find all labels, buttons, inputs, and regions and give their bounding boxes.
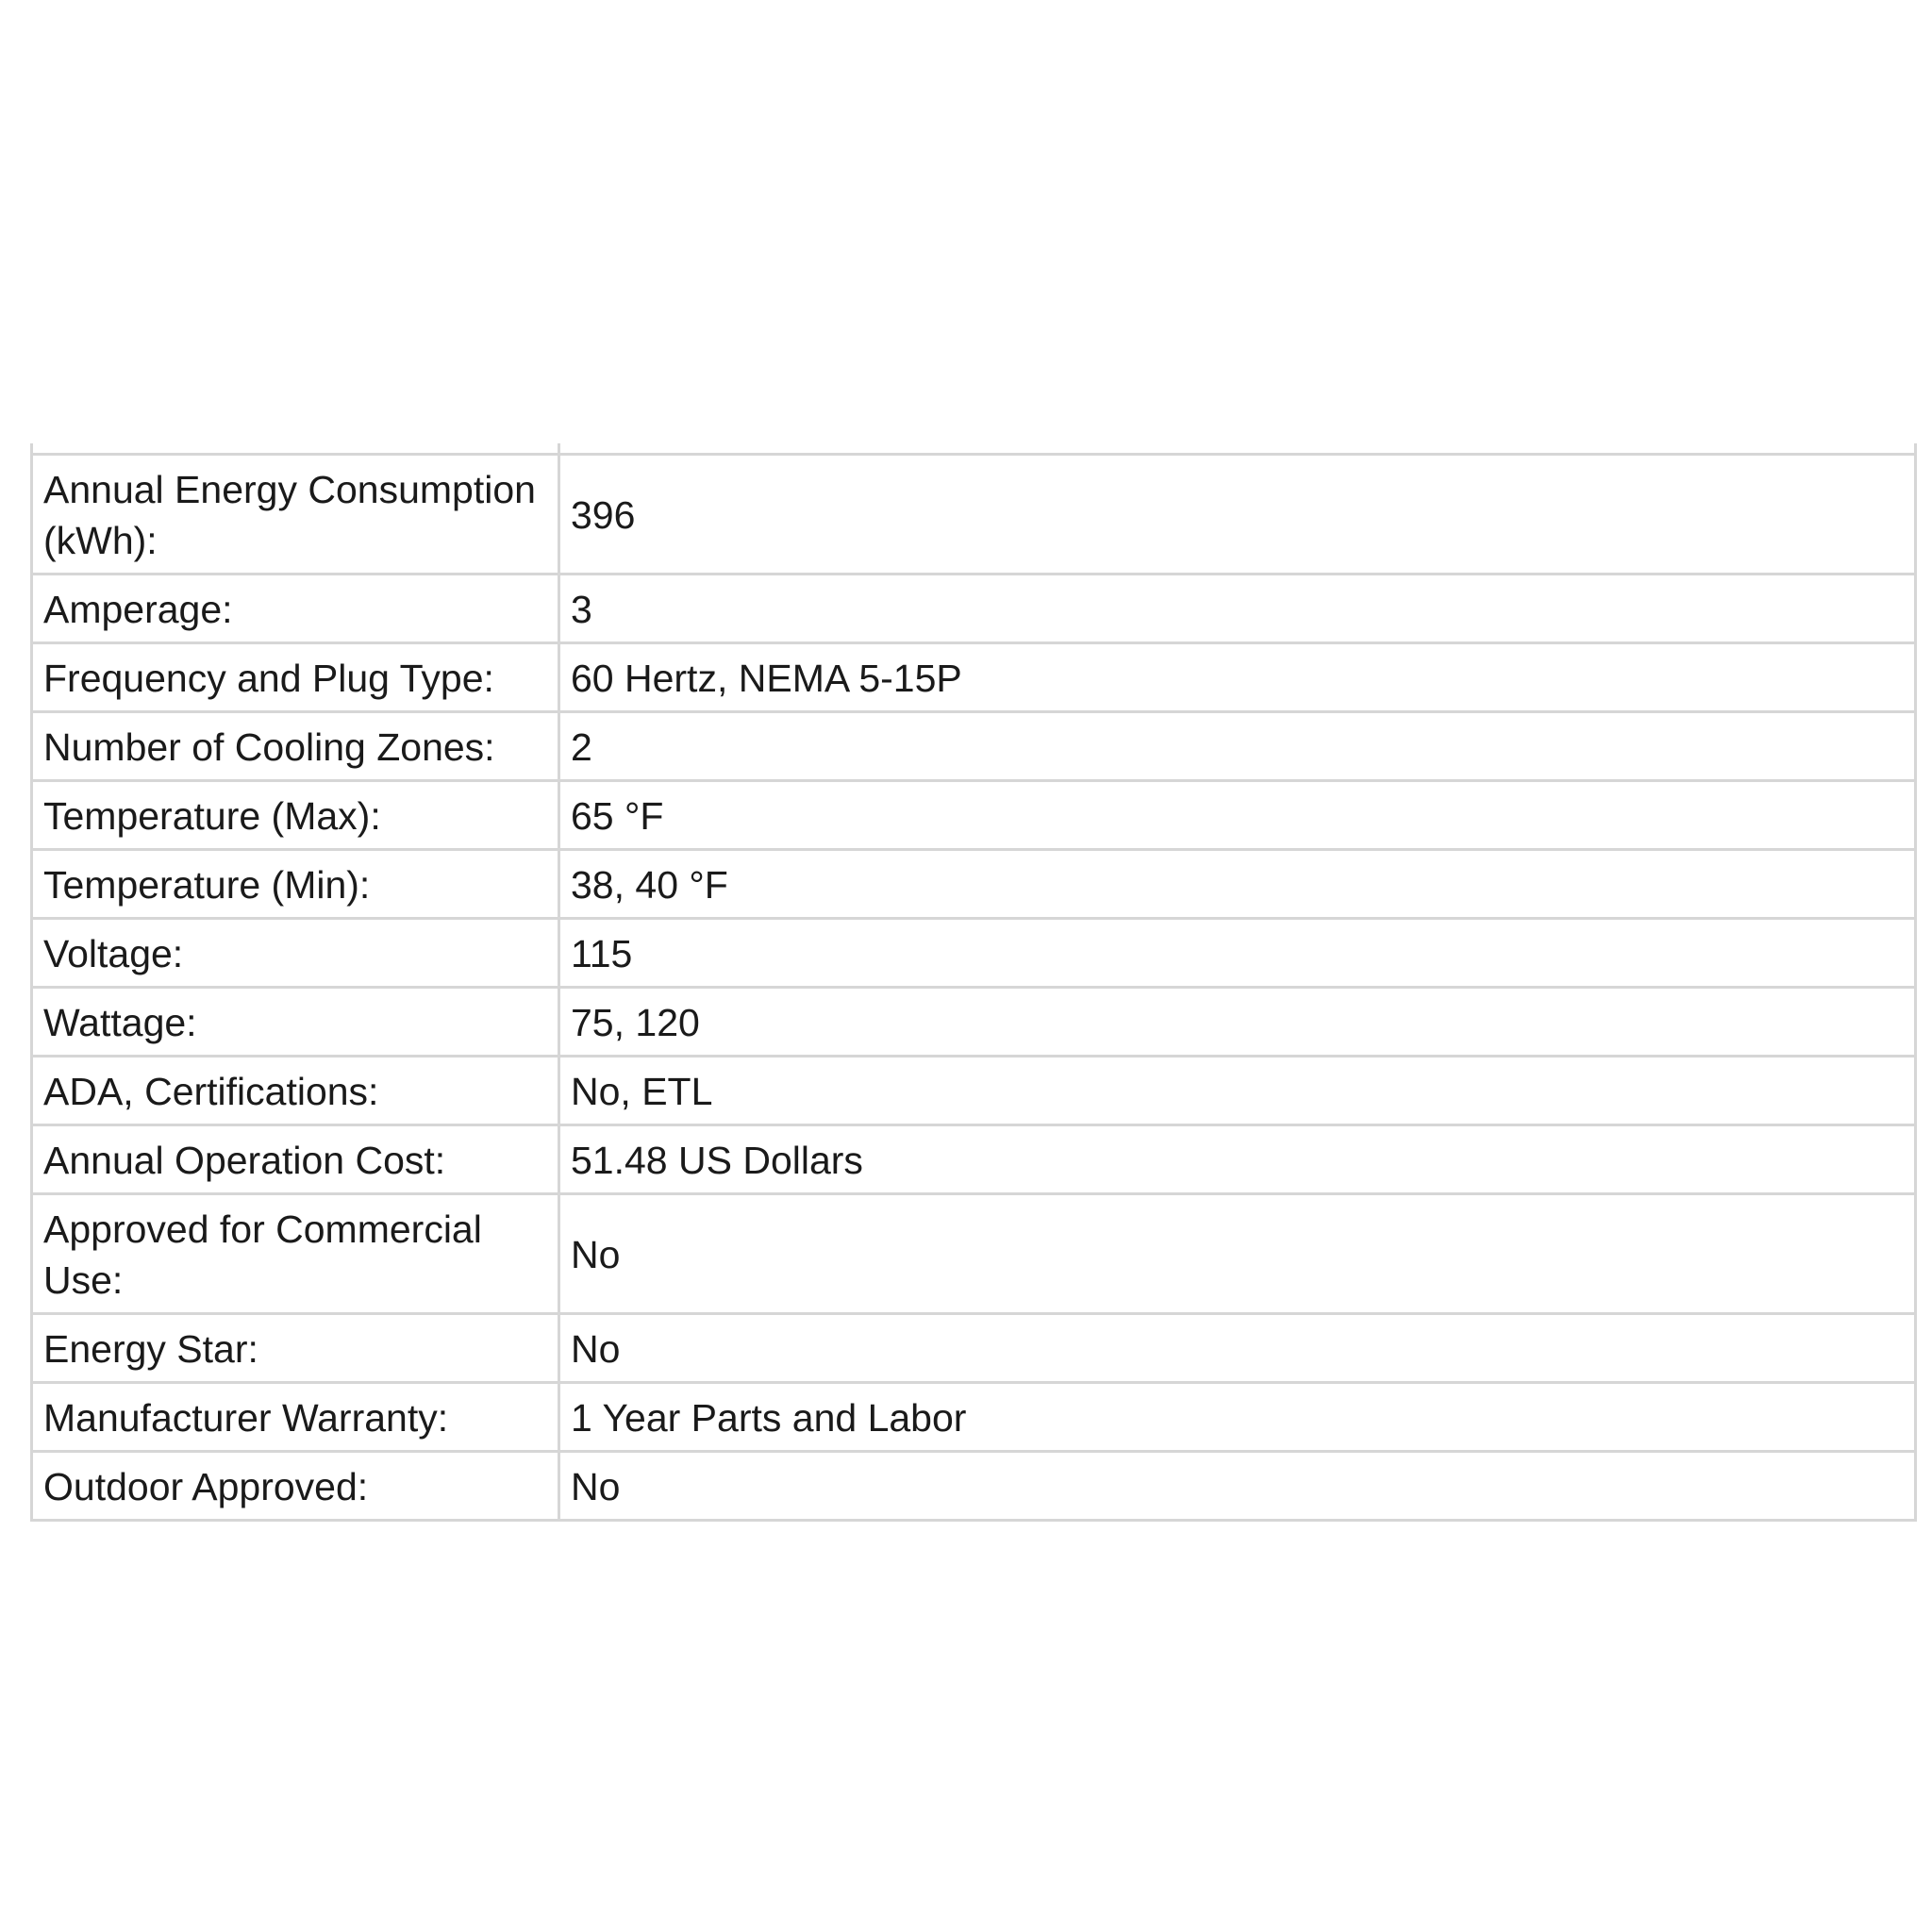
spec-label: Frequency and Plug Type: <box>32 643 559 712</box>
table-top-edge-left <box>30 443 558 453</box>
spec-label: Amperage: <box>32 575 559 643</box>
spec-label: Outdoor Approved: <box>32 1452 559 1521</box>
spec-row-voltage <box>32 919 1916 988</box>
spec-row-wattage <box>32 988 1916 1057</box>
spec-value: 75, 120 <box>559 988 1916 1057</box>
spec-row-temperature-min <box>32 850 1916 919</box>
spec-value: 65 °F <box>559 781 1916 850</box>
spec-row-ada-certifications <box>32 1057 1916 1125</box>
table-top-edge <box>30 443 1917 453</box>
spec-label: Number of Cooling Zones: <box>32 712 559 781</box>
spec-value: No <box>559 1452 1916 1521</box>
spec-row-temperature-max <box>32 781 1916 850</box>
spec-label: Temperature (Min): <box>32 850 559 919</box>
spec-value: 60 Hertz, NEMA 5-15P <box>559 643 1916 712</box>
spec-label: Energy Star: <box>32 1314 559 1383</box>
spec-value: 3 <box>559 575 1916 643</box>
spec-row-annual-energy-consumption <box>32 455 1916 575</box>
spec-value: 2 <box>559 712 1916 781</box>
spec-label: Annual Energy Consumption (kWh): <box>32 455 559 575</box>
spec-row-amperage <box>32 575 1916 643</box>
spec-value: 1 Year Parts and Labor <box>559 1383 1916 1452</box>
spec-value: No <box>559 1194 1916 1314</box>
spec-label: Approved for Commercial Use: <box>32 1194 559 1314</box>
spec-value: 115 <box>559 919 1916 988</box>
spec-label: Wattage: <box>32 988 559 1057</box>
spec-label: Annual Operation Cost: <box>32 1125 559 1194</box>
spec-value: No, ETL <box>559 1057 1916 1125</box>
spec-row-frequency-plug-type <box>32 643 1916 712</box>
spec-row-outdoor-approved <box>32 1452 1916 1521</box>
spec-value: No <box>559 1314 1916 1383</box>
spec-table <box>30 453 1917 1522</box>
spec-row-cooling-zones <box>32 712 1916 781</box>
spec-value: 38, 40 °F <box>559 850 1916 919</box>
spec-row-annual-operation-cost <box>32 1125 1916 1194</box>
spec-label: Temperature (Max): <box>32 781 559 850</box>
spec-label: ADA, Certifications: <box>32 1057 559 1125</box>
spec-label: Manufacturer Warranty: <box>32 1383 559 1452</box>
spec-value: 396 <box>559 455 1916 575</box>
spec-table-container <box>30 443 1917 1522</box>
spec-row-energy-star <box>32 1314 1916 1383</box>
table-top-edge-right <box>558 443 1917 453</box>
spec-row-commercial-use <box>32 1194 1916 1314</box>
spec-value: 51.48 US Dollars <box>559 1125 1916 1194</box>
spec-row-manufacturer-warranty <box>32 1383 1916 1452</box>
spec-label: Voltage: <box>32 919 559 988</box>
